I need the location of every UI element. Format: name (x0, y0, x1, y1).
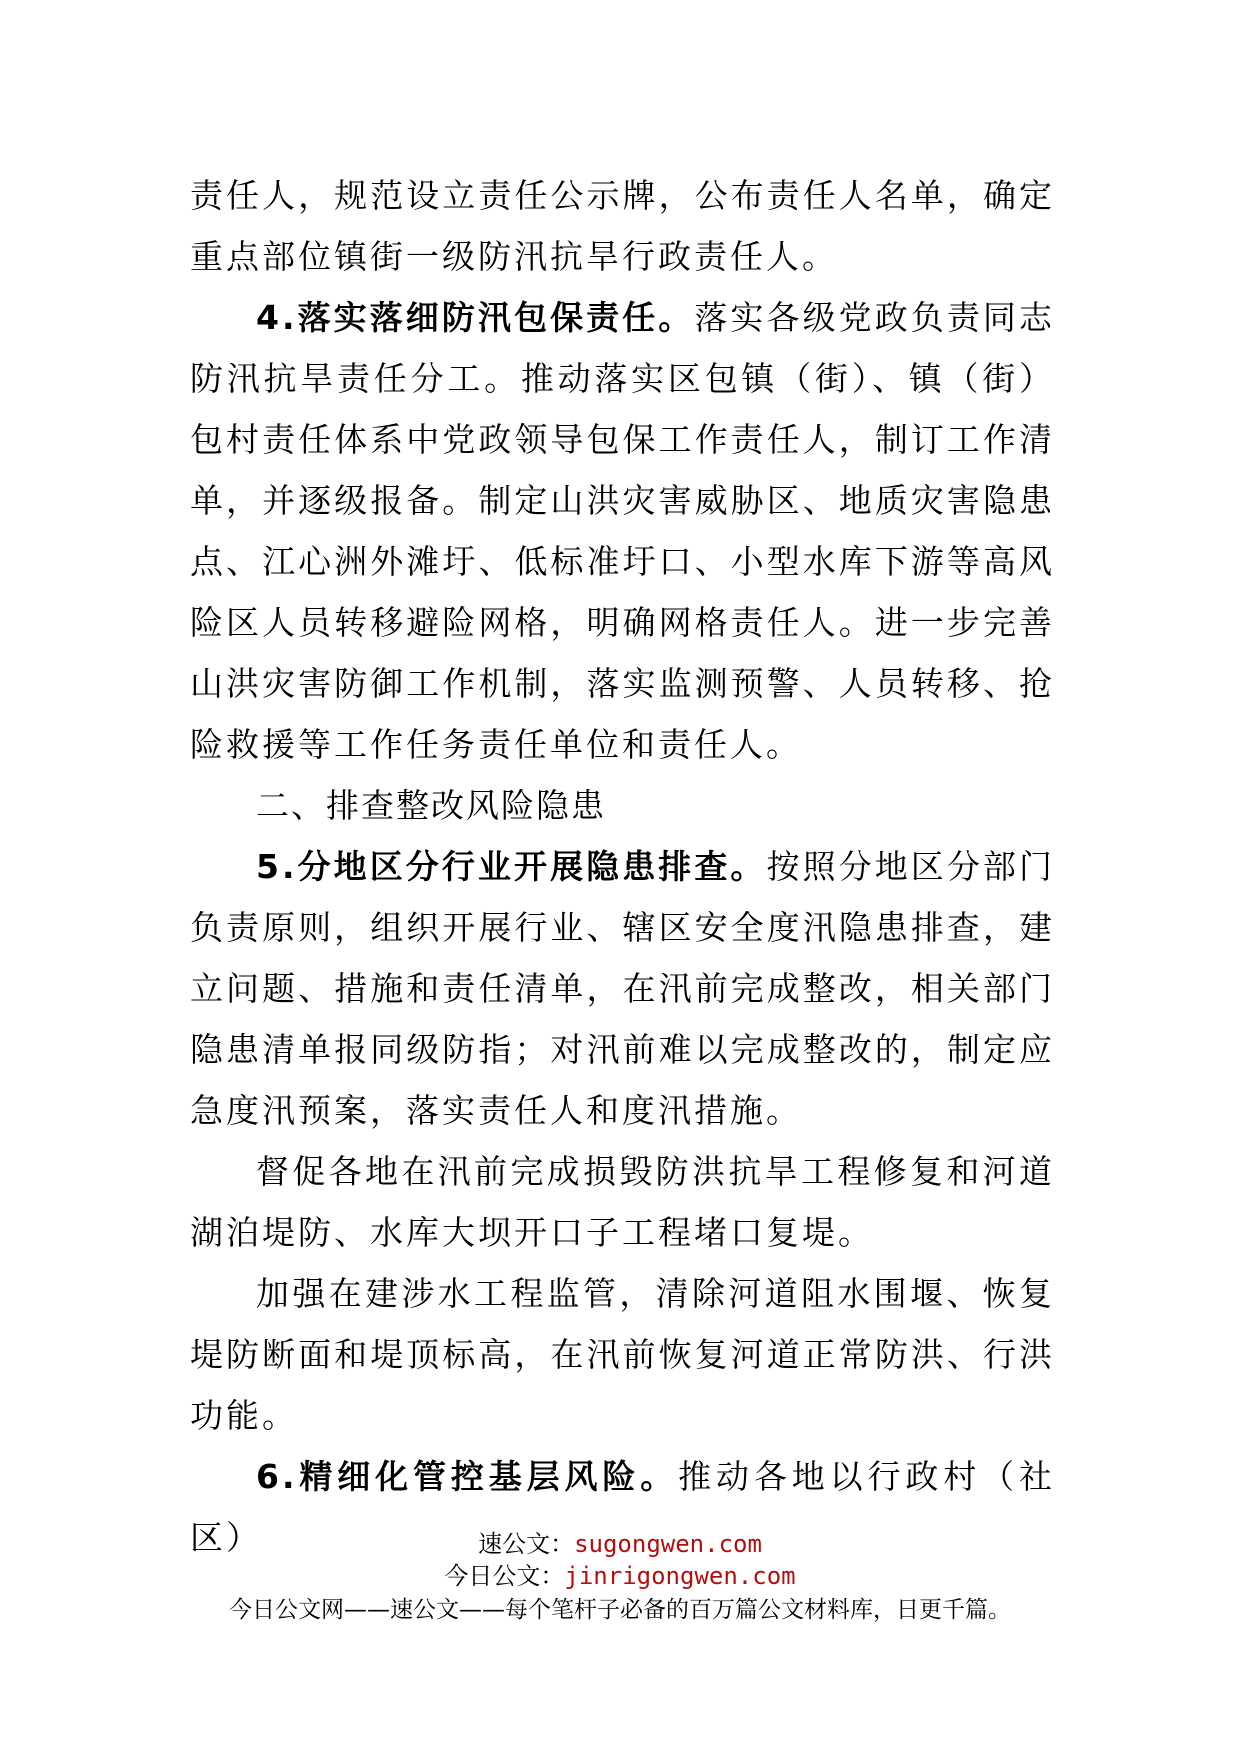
paragraph-text: 推动各地以行政村（社区） (190, 1457, 1055, 1557)
section-heading-text: 二、排查整改风险隐患 (256, 786, 606, 825)
footer-label: 速公文： (478, 1530, 575, 1558)
item-lead-heading: 6.精细化管控基层风险。 (256, 1457, 679, 1496)
paragraph-text: 责任人，规范设立责任公示牌，公布责任人名单，确定重点部位镇街一级防汛抗旱行政责任人。 (190, 176, 1055, 276)
watermark-footer (0, 1528, 1240, 1626)
paragraph-item-4 (190, 287, 1055, 775)
paragraph-text: 落实各级党政负责同志防汛抗旱责任分工。推动落实区包镇（街）、镇（街）包村责任体系中党政领导包保工作责任人，制订工作清单，并逐级报备。制定山洪灾害威胁区、地质灾害隐患点、江心洲外滩圩、低标准圩口、小型水库下游等高风险区人员转移避险网格，明确网格责任人。进一步完善山洪灾害防御工作机制，落实监测预警、人员转移、抢险救援等工作任务责任单位和责任人。 (190, 298, 1056, 764)
paragraph-text: 督促各地在汛前完成损毁防洪抗旱工程修复和河道湖泊堤防、水库大坝开口子工程堵口复堤。 (190, 1152, 1055, 1252)
paragraph-continuation (190, 165, 1055, 287)
paragraph-item-5 (190, 836, 1055, 1141)
footer-line-jinrigongwen (0, 1560, 1240, 1592)
item-lead-heading: 5.分地区分行业开展隐患排查。 (256, 847, 767, 886)
footer-label: 今日公文： (444, 1562, 565, 1590)
item-lead-heading: 4.落实落细防汛包保责任。 (256, 298, 695, 337)
paragraph-text: 按照分地区分部门负责原则，组织开展行业、辖区安全度汛隐患排查，建立问题、措施和责任清单，在汛前完成整改，相关部门隐患清单报同级防指；对汛前难以完成整改的，制定应急度汛预案，落实责任人和度汛措施。 (190, 847, 1056, 1130)
section-heading (190, 775, 1055, 836)
footer-link-jinrigongwen[interactable]: jinrigongwen.com (564, 1562, 796, 1590)
footer-line-sugongwen (0, 1528, 1240, 1560)
paragraph-text: 加强在建涉水工程监管，清除河道阻水围堰、恢复堤防断面和堤顶标高，在汛前恢复河道正常防洪、行洪功能。 (190, 1274, 1055, 1435)
footer-tagline: 今日公文网——速公文——每个笔杆子必备的百万篇公文材料库，日更千篇。 (229, 1597, 1011, 1623)
document-body (190, 165, 1055, 1568)
footer-link-sugongwen[interactable]: sugongwen.com (574, 1530, 762, 1558)
paragraph-plain (190, 1141, 1055, 1263)
paragraph-plain (190, 1263, 1055, 1446)
